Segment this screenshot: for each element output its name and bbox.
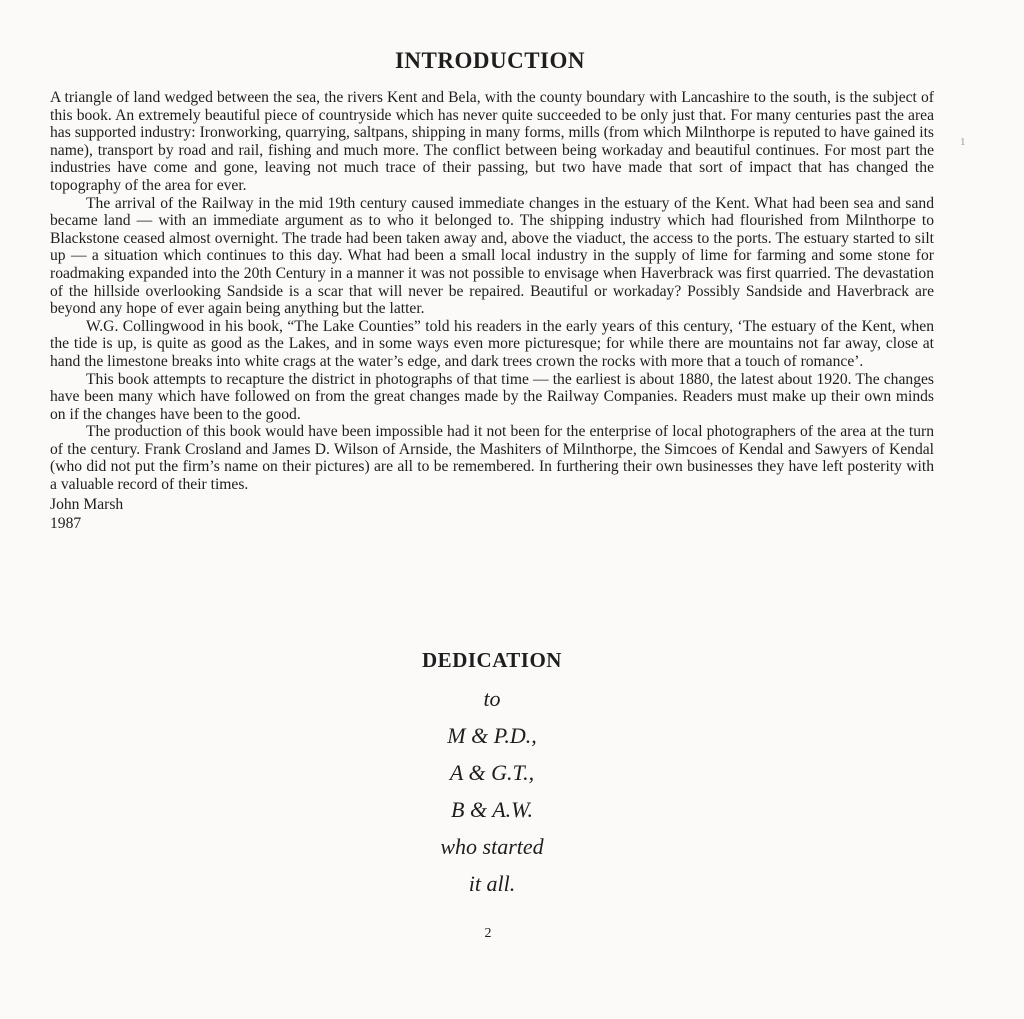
dedication-line: B & A.W. bbox=[451, 797, 533, 822]
dedication-line: to bbox=[483, 686, 501, 711]
intro-paragraph-4: This book attempts to recapture the district in photographs of that time — the earliest is about 1880, the latest about 1920. The changes have been many which have followed on from the great changes made by the Railway Companies. Readers must make up their own minds on if the changes have been to the good. bbox=[50, 370, 934, 423]
intro-paragraph-3: W.G. Collingwood in his book, “The Lake Counties” told his readers in the early years of this century, ‘The estuary of the Kent, when the tide is up, is quite as good as the Lakes, and in some ways even more picturesque; for while there are mountains not far away, close at hand the limestone breaks into white crags at the water’s edge, and dark trees crown the rocks with more that a touch of romance’. bbox=[50, 317, 934, 370]
dedication-line: A & G.T., bbox=[449, 760, 535, 785]
margin-mark: 1 bbox=[960, 136, 966, 148]
dedication-line: it all. bbox=[468, 871, 516, 896]
intro-paragraph-5: The production of this book would have been impossible had it not been for the enterprise of local photographers of the area at the turn of the century. Frank Crosland and James D. Wilson of Arnside, the Mashiters of Milnthorpe, the Simcoes of Kendal and Sawyers of Kendal (who did not put the firm’s name on their pictures) are all to be remembered. In furthering their own businesses they have left posterity with a valuable record of their times. bbox=[50, 423, 934, 494]
dedication-line: M & P.D., bbox=[447, 723, 537, 748]
introduction-heading: INTRODUCTION bbox=[394, 48, 586, 73]
introduction-body bbox=[50, 89, 934, 533]
author-year: 1987 bbox=[50, 514, 82, 532]
dedication-text bbox=[0, 680, 984, 902]
intro-paragraph-2: The arrival of the Railway in the mid 19th century caused immediate changes in the estuary of the Kent. What had been sea and sand became land — with an immediate argument as to who it belonged to. The shipping industry which had flourished from Milnthorpe to Blackstone ceased almost overnight. The trade had been taken away and, above the viaduct, the access to the ports. The estuary started to silt up — a situation which continues to this day. What had been a small local industry in the supply of lime for farming and some stone for roadmaking expanded into the 20th Century in a manner it was not possible to envisage when Haverbrack was first quarried. The devastation of the hillside overlooking Sandside is a scar that will never be repaired. Beautiful or workaday? Possibly Sandside and Haverbrack are beyond any hope of ever again being anything but the latter. bbox=[50, 194, 934, 318]
intro-paragraph-1: A triangle of land wedged between the sea, the rivers Kent and Bela, with the county boundary with Lancashire to the south, is the subject of this book. An extremely beautiful piece of countryside which has never quite succeeded to be only just that. For many centuries past the area has supported industry: Ironworking, quarrying, saltpans, shipping in many forms, mills (from which Milnthorpe is reputed to have gained its name), transport by road and rail, fishing and much more. The conflict between being workaday and beautiful continues. For most part the industries have come and gone, leaving not much trace of their passing, but two have made that sort of impact that has changed the topography of the area for ever. bbox=[50, 89, 934, 194]
dedication-heading: DEDICATION bbox=[422, 648, 562, 672]
dedication-line: who started bbox=[440, 834, 544, 859]
signature bbox=[50, 495, 934, 533]
author-name: John Marsh bbox=[50, 495, 124, 513]
page-number: 2 bbox=[484, 926, 492, 941]
